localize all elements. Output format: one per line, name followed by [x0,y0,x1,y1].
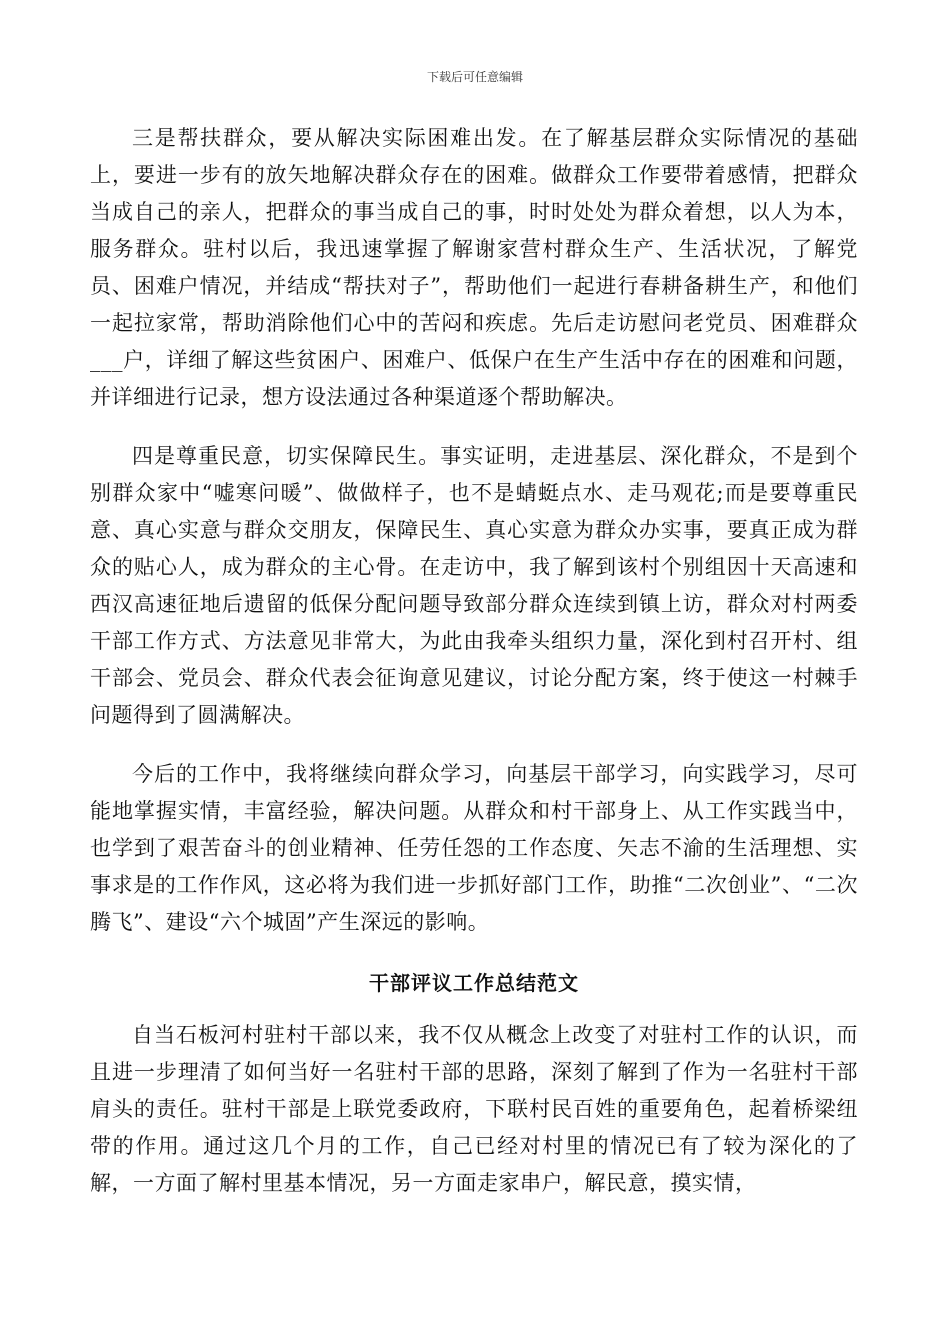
paragraph-village-cadre-intro: 自当石板河村驻村干部以来，我不仅从概念上改变了对驻村工作的认识，而且进一步理清了如何当好一名驻村干部的思路，深刻了解到了作为一名驻村干部肩头的责任。驻村干部是上联党委政府，下联村民百姓的重要角色，起着桥梁纽带的作用。通过这几个月的工作，自己已经对村里的情况已有了较为深化的了解，一方面了解村里基本情况，另一方面走家串户，解民意，摸实情， [90,1023,858,1195]
paragraph-respect-public-opinion: 四是尊重民意，切实保障民生。事实证明，走进基层、深化群众，不是到个别群众家中“嘘寒问暖”、做做样子，也不是蜻蜓点水、走马观花;而是要尊重民意、真心实意与群众交朋友，保障民生、真心实意为群众办实事，要真正成为群众的贴心人，成为群众的主心骨。在走访中，我了解到该村个别组因十天高速和西汉高速征地后遗留的低保分配问题导致部分群众连续到镇上访，群众对村两委干部工作方式、方法意见非常大，为此由我牵头组织力量，深化到村召开村、组干部会、党员会、群众代表会征询意见建议，讨论分配方案，终于使这一村棘手问题得到了圆满解决。 [90,444,858,727]
paragraph-future-work: 今后的工作中，我将继续向群众学习，向基层干部学习，向实践学习，尽可能地掌握实情，丰富经验，解决问题。从群众和村干部身上、从工作实践当中，也学到了艰苦奋斗的创业精神、任劳任怨的工作态度、矢志不渝的生活理想、实事求是的工作作风，这必将为我们进一步抓好部门工作，助推“二次创业”、“二次腾飞”、建设“六个城固”产生深远的影响。 [90,762,858,934]
document-body [90,120,858,1224]
section-title: 干部评议工作总结范文 [369,971,579,995]
paragraph-helping-masses: 三是帮扶群众，要从解决实际困难出发。在了解基层群众实际情况的基础上，要进一步有的放矢地解决群众存在的困难。做群众工作要带着感情，把群众当成自己的亲人，把群众的事当成自己的事，时时处处为群众着想，以人为本，服务群众。驻村以后，我迅速掌握了解谢家营村群众生产、生活状况，了解党员、困难户情况，并结成“帮扶对子”，帮助他们一起进行春耕备耕生产，和他们一起拉家常，帮助消除他们心中的苦闷和疾虑。先后走访慰问老党员、困难群众___户，详细了解这些贫困户、困难户、低保户在生产生活中存在的困难和问题，并详细进行记录，想方设法通过各种渠道逐个帮助解决。 [90,126,858,409]
page-header-note: 下载后可任意编辑 [426,70,523,84]
